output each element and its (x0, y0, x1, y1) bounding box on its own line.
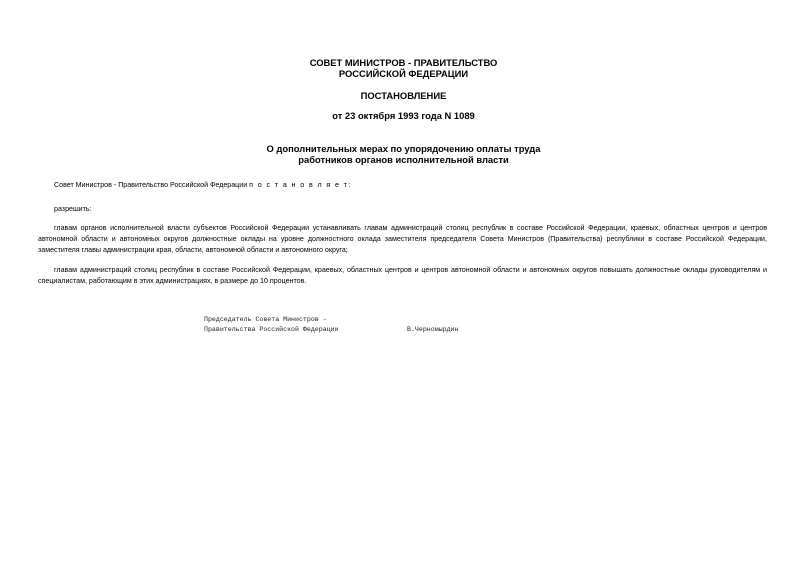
title-line-1: О дополнительных мерах по упорядочению оплаты труда (266, 143, 541, 154)
item-2-text: главам администраций столиц республик в составе Российской Федерации, краевых, областных центров и центров автономной области и автономных округов повышать должностные оклады руководителям и специалистам, работающим в этих администрациях, в размере до 10 процентов. (38, 266, 767, 285)
document-type: ПОСТАНОВЛЕНИЕ (360, 90, 447, 101)
issuer-line-2: РОССИЙСКОЙ ФЕДЕРАЦИИ (338, 68, 469, 79)
signature-position (204, 315, 339, 335)
item-paragraph-1 (38, 223, 767, 256)
title-line-2: работников органов исполнительной власти (298, 154, 509, 165)
intro-paragraph (38, 180, 767, 191)
resolve-paragraph (38, 204, 767, 215)
signature-position-line-1: Председатель Совета Министров - (204, 316, 327, 323)
document-date-number: от 23 октября 1993 года N 1089 (332, 110, 475, 121)
item-1-text: главам органов исполнительной власти субъектов Российской Федерации устанавливать главам администраций столиц республик в составе Российской Федерации, краевых, областных центров и центров автономной области и автономных округов должностные оклады на уровне должностного оклада заместителя председателя Совета Министров (Правительства) республики в составе Российской Федерации, заместителя главы администрации края, области, автономной области и автономного округа; (38, 224, 767, 254)
item-paragraph-2 (38, 265, 767, 287)
issuer-line-1: СОВЕТ МИНИСТРОВ - ПРАВИТЕЛЬСТВО (309, 57, 498, 68)
intro-decree-word: п о с т а н о в л я е т: (249, 181, 352, 189)
resolve-text: разрешить: (54, 205, 92, 213)
signature-position-line-2: Правительства Российской Федерации (204, 326, 339, 333)
document-title (0, 143, 807, 165)
intro-text: Совет Министров - Правительство Российской Федерации (54, 181, 248, 189)
signature-name: В.Черномырдин (407, 326, 459, 333)
issuer-heading (0, 57, 807, 79)
